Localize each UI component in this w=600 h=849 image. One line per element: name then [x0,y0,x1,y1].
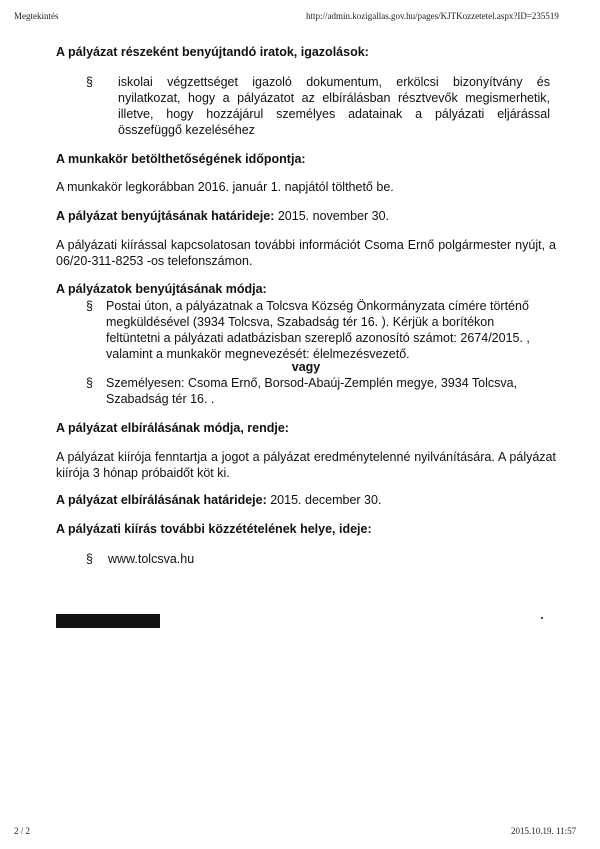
documents-item: iskolai végzettséget igazoló dokumentum, erkölcsi bizonyítvány és nyilatkozat, hogy a pályázatot az elbírálásban résztvevők megismerhetik, illetve, hogy hozzájárul személyes adatainak a pályázati eljárással összefüggő kezeléséhez [118,75,550,137]
publication-link[interactable]: www.tolcsva.hu [108,552,195,566]
footer-timestamp: 2015.10.19. 11:57 [511,826,577,836]
bullet-icon: § [86,75,93,89]
submission-or: vagy [291,360,321,374]
bullet-icon: § [86,552,93,566]
submission-item-postal: Postai úton, a pályázatnak a Tolcsva Község Önkormányzata címére történő megküldésével (3934 Tolcsva, Szabadság tér 16. ). Kérjük a borítékon feltüntetni a pályázati adatbázisban szereplő azonosító számot: 2674/2015. , valamint a munkakör megnevezését: élelmezésvezető. [106,299,530,361]
evaluation-heading: A pályázat elbírálásának módja, rendje: [56,421,289,435]
start-section [56,151,556,167]
submission-section [56,281,556,297]
documents-section [56,44,556,60]
deadline-line [56,208,556,224]
info-text: A pályázati kiírással kapcsolatosan további információt Csoma Ernő polgármester nyújt, a 06/20-311-8253 -os telefonszámon. [56,238,556,268]
header-url: http://admin.kozigallas.gov.hu/pages/KJTKozzetetel.aspx?ID=235519 [306,11,559,21]
start-text: A munkakör legkorábban 2016. január 1. napjától tölthető be. [56,180,394,194]
documents-heading: A pályázat részeként benyújtandó iratok, igazolások: [56,45,369,59]
eval-deadline-line [56,492,556,508]
start-heading: A munkakör betölthetőségének időpontja: [56,152,306,166]
scan-mark [541,617,543,619]
bullet-icon: § [86,299,93,313]
deadline-label: A pályázat benyújtásának határideje: [56,209,275,223]
bullet-icon: § [86,376,93,390]
publication-section [56,521,556,537]
evaluation-text: A pályázat kiírója fenntartja a jogot a pályázat eredménytelenné nyilvánítására. A pályázat kiírója 3 hónap próbaidőt köt ki. [56,450,556,480]
publication-heading: A pályázati kiírás további közzétételének helye, ideje: [56,522,372,536]
submission-heading: A pályázatok benyújtásának módja: [56,282,267,296]
deadline-value: 2015. november 30. [277,209,390,223]
evaluation-section [56,420,556,436]
footer-page: 2 / 2 [14,826,31,836]
eval-deadline-label: A pályázat elbírálásának határideje: [56,493,267,507]
submission-item-personal: Személyesen: Csoma Ernő, Borsod-Abaúj-Zemplén megye, 3934 Tolcsva, Szabadság tér 16. . [106,376,518,406]
eval-deadline-value: 2015. december 30. [270,493,382,507]
header-left: Megtekintés [14,11,59,21]
redaction-bar [56,614,160,628]
